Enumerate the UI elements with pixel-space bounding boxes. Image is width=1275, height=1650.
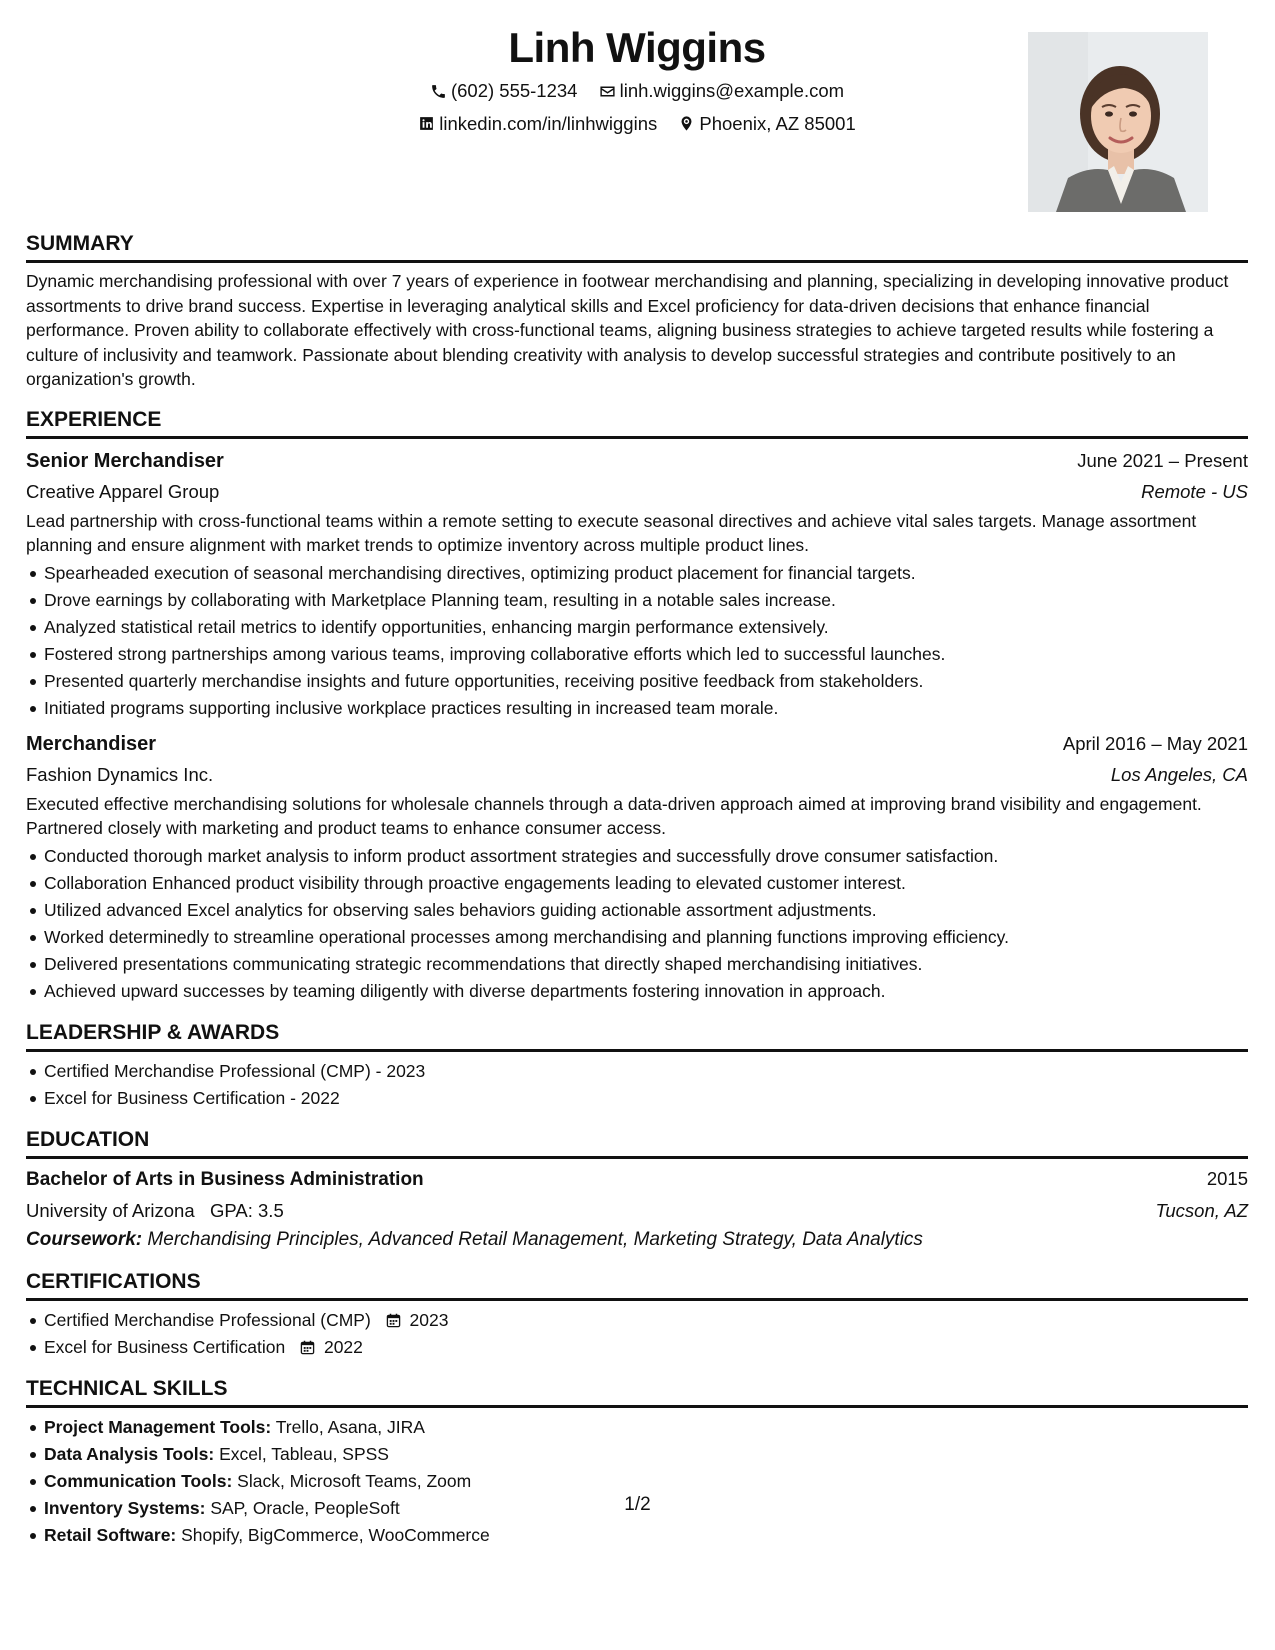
list-item: Worked determinedly to streamline operational processes among merchandising and planning functions improving efficiency.	[44, 924, 1248, 951]
skills-list	[26, 1414, 1248, 1549]
leadership-list	[26, 1058, 1248, 1112]
phone-icon	[430, 83, 447, 100]
contact-phone	[430, 76, 578, 106]
list-item: Achieved upward successes by teaming diligently with diverse departments fostering innovation in approach.	[44, 978, 1248, 1005]
education-school-line	[26, 1196, 284, 1226]
contact-linkedin[interactable]	[418, 109, 657, 139]
education-coursework	[26, 1226, 1248, 1254]
resume-header	[26, 20, 1248, 216]
education-section	[26, 1126, 1248, 1254]
job-location: Remote - US	[1141, 480, 1248, 502]
resume-page	[26, 20, 1248, 1549]
job-entry	[26, 728, 1248, 1005]
job-description: Lead partnership with cross-functional teams within a remote setting to execute seasonal directives and achieve vital sales targets. Manage assortment planning and ensure alignment with market trends to optimize inventory across multiple product lines.	[26, 510, 1197, 555]
candidate-name: Linh Wiggins	[508, 24, 766, 71]
education-year: 2015	[1206, 1167, 1248, 1189]
leadership-heading: LEADERSHIP & AWARDS	[26, 1019, 1248, 1052]
skill-label: Data Analysis Tools:	[44, 1443, 215, 1464]
map-pin-icon	[678, 115, 695, 132]
certification-year: 2023	[409, 1309, 449, 1330]
job-company: Fashion Dynamics Inc.	[26, 763, 214, 785]
summary-section	[26, 230, 1248, 392]
skills-heading: TECHNICAL SKILLS	[26, 1375, 1248, 1408]
education-school: University of Arizona	[26, 1199, 195, 1221]
experience-heading: EXPERIENCE	[26, 406, 1248, 439]
skills-section	[26, 1375, 1248, 1549]
list-item	[44, 1441, 1248, 1468]
certifications-heading: CERTIFICATIONS	[26, 1268, 1248, 1301]
list-item: Collaboration Enhanced product visibility through proactive engagements leading to elevated customer interest.	[44, 870, 1248, 897]
certifications-list	[26, 1307, 1248, 1361]
email-text[interactable]: linh.wiggins@example.com	[619, 80, 845, 101]
list-item: Certified Merchandise Professional (CMP) - 2023	[44, 1058, 1248, 1085]
job-dates: June 2021 – Present	[1077, 449, 1248, 471]
list-item: Utilized advanced Excel analytics for observing sales behaviors guiding actionable assortment adjustments.	[44, 897, 1248, 924]
linkedin-text[interactable]: linkedin.com/in/linhwiggins	[439, 112, 658, 134]
job-bullets	[26, 843, 1248, 1005]
list-item: Fostered strong partnerships among various teams, improving collaborative efforts which led to successful launches.	[44, 641, 1248, 668]
certification-name: Excel for Business Certification	[44, 1336, 286, 1357]
experience-section	[26, 406, 1248, 1005]
job-description: Executed effective merchandising solutions for wholesale channels through a data-driven approach aimed at improving brand visibility and engagement. Partnered closely with marketing and product teams to enhance consumer access.	[26, 793, 1202, 838]
skill-value: Shopify, BigCommerce, WooCommerce	[181, 1524, 490, 1545]
profile-photo	[1028, 32, 1208, 212]
list-item	[44, 1468, 1248, 1495]
summary-text: Dynamic merchandising professional with over 7 years of experience in footwear merchandising and planning, specializing in developing innovative product assortments to drive brand success. Expertise in leveraging analytical skills and Excel proficiency for data-driven decisions that enhance financial performance. Proven ability to collaborate effectively with cross-functional teams, aligning business strategies to achieve targeted results while fostering a culture of inclusivity and teamwork. Passionate about blending creativity with analysis to develop successful strategies and contribute positively to an organization's growth.	[26, 271, 1229, 389]
list-item	[44, 1522, 1248, 1549]
education-heading: EDUCATION	[26, 1126, 1248, 1159]
job-bullets	[26, 560, 1248, 722]
education-degree: Bachelor of Arts in Business Administration	[26, 1168, 424, 1190]
education-gpa: GPA: 3.5	[210, 1199, 284, 1221]
job-location: Los Angeles, CA	[1110, 763, 1248, 785]
job-title: Senior Merchandiser	[26, 449, 224, 472]
skill-value: Excel, Tableau, SPSS	[219, 1443, 389, 1464]
coursework-text: Merchandising Principles, Advanced Retail Management, Marketing Strategy, Data Analytics	[147, 1228, 923, 1250]
list-item	[44, 1334, 1248, 1361]
page-number: 1/2	[624, 1494, 651, 1515]
portrait-image	[1028, 32, 1208, 212]
job-title: Merchandiser	[26, 732, 157, 755]
certification-year: 2022	[323, 1336, 363, 1357]
skill-label: Retail Software:	[44, 1524, 177, 1545]
certification-name: Certified Merchandise Professional (CMP)	[44, 1309, 371, 1330]
contact-email[interactable]	[599, 76, 844, 106]
list-item: Spearheaded execution of seasonal merchandising directives, optimizing product placement for financial targets.	[44, 560, 1248, 587]
list-item: Analyzed statistical retail metrics to identify opportunities, enhancing margin performance extensively.	[44, 614, 1248, 641]
skill-value: Slack, Microsoft Teams, Zoom	[237, 1470, 472, 1491]
coursework-label: Coursework:	[26, 1228, 143, 1250]
list-item: Initiated programs supporting inclusive workplace practices resulting in increased team morale.	[44, 695, 1248, 722]
phone-text: (602) 555-1234	[450, 80, 578, 101]
job-dates: April 2016 – May 2021	[1062, 732, 1248, 754]
list-item: Drove earnings by collaborating with Marketplace Planning team, resulting in a notable sales increase.	[44, 587, 1248, 614]
leadership-section	[26, 1019, 1248, 1112]
job-entry	[26, 445, 1248, 722]
list-item	[44, 1307, 1248, 1334]
list-item: Delivered presentations communicating strategic recommendations that directly shaped merchandising initiatives.	[44, 951, 1248, 978]
list-item: Excel for Business Certification - 2022	[44, 1085, 1248, 1112]
skill-value: Trello, Asana, JIRA	[275, 1416, 425, 1437]
education-location: Tucson, AZ	[1155, 1199, 1248, 1221]
calendar-icon	[300, 1340, 315, 1355]
skill-value: SAP, Oracle, PeopleSoft	[210, 1497, 400, 1518]
job-company: Creative Apparel Group	[26, 480, 220, 502]
list-item: Presented quarterly merchandise insights and future opportunities, receiving positive feedback from stakeholders.	[44, 668, 1248, 695]
calendar-icon	[386, 1313, 401, 1328]
contact-location	[678, 109, 855, 139]
certifications-section	[26, 1268, 1248, 1361]
skill-label: Project Management Tools:	[44, 1416, 272, 1437]
linkedin-icon	[418, 115, 435, 132]
list-item: Conducted thorough market analysis to inform product assortment strategies and successfully drove consumer satisfaction.	[44, 843, 1248, 870]
summary-heading: SUMMARY	[26, 230, 1248, 263]
envelope-icon	[599, 83, 616, 100]
skill-label: Inventory Systems:	[44, 1497, 206, 1518]
skill-label: Communication Tools:	[44, 1470, 233, 1491]
location-text: Phoenix, AZ 85001	[699, 112, 856, 134]
list-item	[44, 1414, 1248, 1441]
